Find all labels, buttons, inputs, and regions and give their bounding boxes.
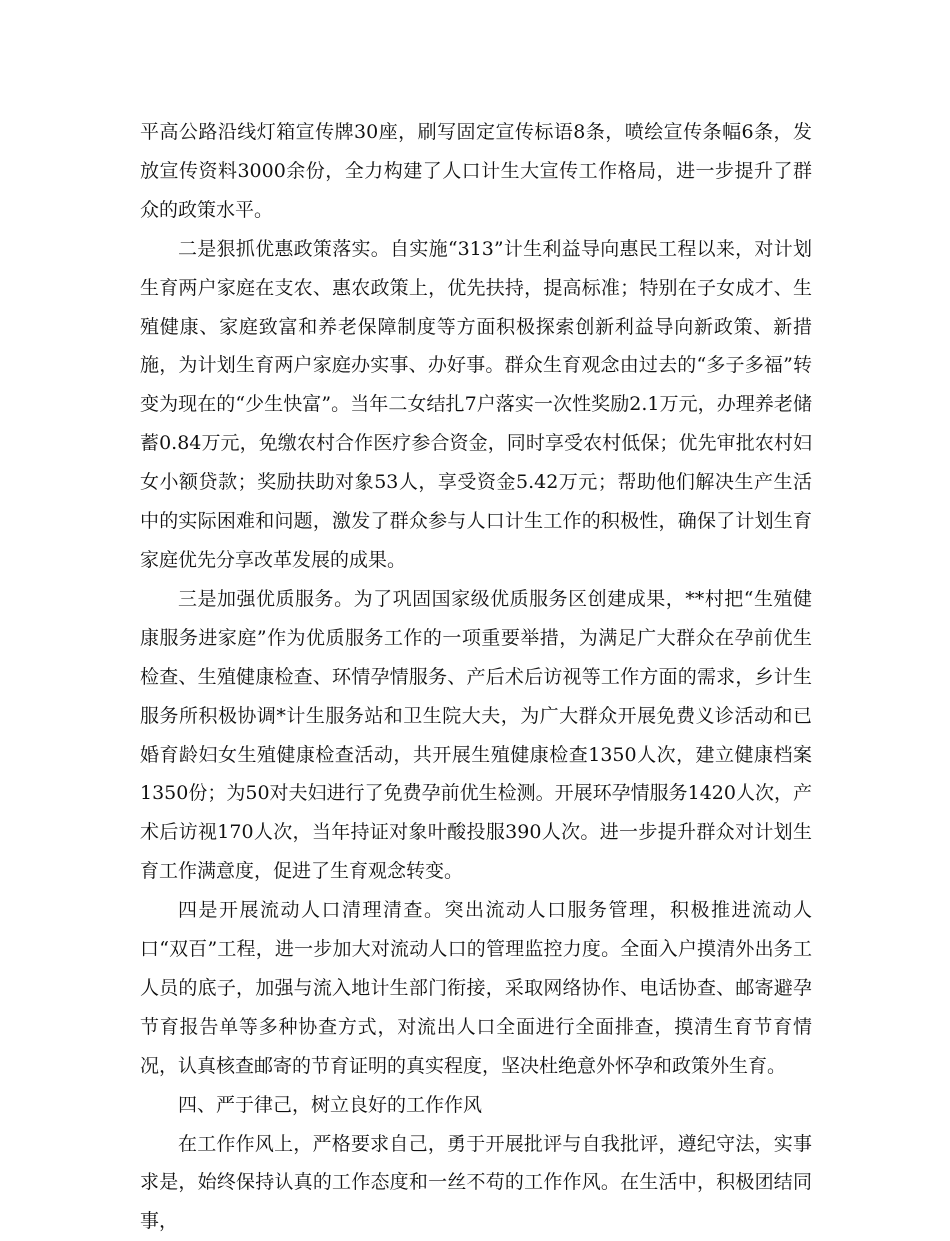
paragraph-intro-continuation: 平高公路沿线灯箱宣传牌30座，刷写固定宣传标语8条，喷绘宣传条幅6条，发放宣传资料3000余份，全力构建了人口计生大宣传工作格局，进一步提升了群众的政策水平。 (140, 121, 812, 221)
document-body (140, 113, 812, 1241)
paragraph-service: 三是加强优质服务。为了巩固国家级优质服务区创建成果，**村把“生殖健康服务进家庭”作为优质服务工作的一项重要举措，为满足广大群众在孕前优生检查、生殖健康检查、环情孕情服务、产后术后访视等工作方面的需求，乡计生服务所积极协调*计生服务站和卫生院大夫，为广大群众开展免费义诊活动和已婚育龄妇女生殖健康检查活动，共开展生殖健康检查1350人次，建立健康档案1350份；为50对夫妇进行了免费孕前优生检测。开展环孕情服务1420人次，产术后访视170人次，当年持证对象叶酸投服390人次。进一步提升群众对计划生育工作满意度，促进了生育观念转变。 (140, 587, 812, 883)
paragraph-floating-population: 四是开展流动人口清理清查。突出流动人口服务管理，积极推进流动人口“双百”工程，进一步加大对流动人口的管理监控力度。全面入户摸清外出务工人员的底子，加强与流入地计生部门衔接，采取网络协作、电话协查、邮寄避孕节育报告单等多种协查方式，对流出人口全面进行全面排查，摸清生育节育情况，认真核查邮寄的节育证明的真实程度，坚决杜绝意外怀孕和政策外生育。 (140, 899, 812, 1077)
paragraph-policy: 二是狠抓优惠政策落实。自实施“313”计生利益导向惠民工程以来，对计划生育两户家庭在支农、惠农政策上，优先扶持，提高标准；特别在子女成才、生殖健康、家庭致富和养老保障制度等方面积极探索创新利益导向新政策、新措施，为计划生育两户家庭办实事、办好事。群众生育观念由过去的“多子多福”转变为现在的“少生快富”。当年二女结扎7户落实一次性奖励2.1万元，办理养老储蓄0.84万元，免缴农村合作医疗参合资金，同时享受农村低保；优先审批农村妇女小额贷款；奖励扶助对象53人，享受资金5.42万元；帮助他们解决生产生活中的实际困难和问题，激发了群众参与人口计生工作的积极性，确保了计划生育家庭优先分享改革发展的成果。 (140, 237, 812, 571)
section-heading: 四、严于律己，树立良好的工作作风 (178, 1093, 483, 1116)
paragraph-workstyle: 在工作作风上，严格要求自己，勇于开展批评与自我批评，遵纪守法，实事求是，始终保持认真的工作态度和一丝不苟的工作作风。在生活中，积极团结同事， (140, 1132, 812, 1233)
